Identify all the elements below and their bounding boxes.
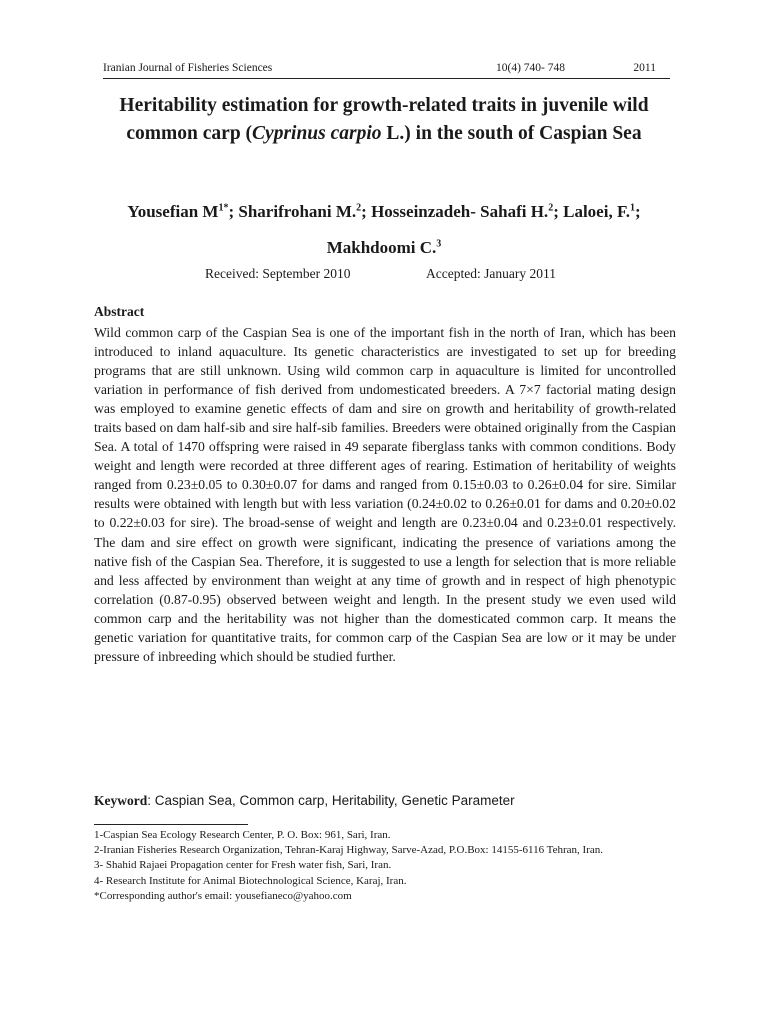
author-separator: ; xyxy=(361,202,372,221)
journal-name: Iranian Journal of Fisheries Sciences xyxy=(103,62,273,74)
author-affiliation: 2 xyxy=(548,202,554,214)
keywords-label: Keyword xyxy=(94,793,148,808)
running-header xyxy=(103,62,670,79)
author-affiliation: 2 xyxy=(356,202,362,214)
author-affiliation: 1 xyxy=(630,202,636,214)
author-name: Laloei, F. xyxy=(563,202,631,221)
title-part-2: L.) in the south of Caspian Sea xyxy=(381,123,642,144)
author-separator: ; xyxy=(635,202,641,221)
author-name: Makhdoomi C. xyxy=(326,238,437,257)
keywords-text: : Caspian Sea, Common carp, Heritability, Genetic Parameter xyxy=(147,793,515,808)
publication-year: 2011 xyxy=(633,62,656,74)
title-part-1: Heritability estimation for growth-related traits in juvenile wild common carp ( xyxy=(119,95,649,144)
footnote: 4- Research Institute for Animal Biotechnological Science, Karaj, Iran. xyxy=(94,874,407,887)
author-name: Yousefian M xyxy=(127,202,219,221)
paper-title xyxy=(95,92,673,148)
author-affiliation: 3 xyxy=(436,238,442,250)
received-date: Received: September 2010 xyxy=(205,266,351,281)
author-separator: ; xyxy=(228,202,239,221)
volume-pages: 10(4) 740- 748 xyxy=(496,62,565,74)
author xyxy=(563,202,641,221)
author-name: Hosseinzadeh- Sahafi H. xyxy=(371,202,549,221)
author-list xyxy=(95,194,673,266)
footnotes xyxy=(94,828,675,904)
author-affiliation: 1* xyxy=(218,202,229,214)
author xyxy=(127,202,238,221)
author-name: Sharifrohani M. xyxy=(238,202,357,221)
author xyxy=(371,202,563,221)
footnote: 2-Iranian Fisheries Research Organization, Tehran-Karaj Highway, Sarve-Azad, P.O.Box: 14155-6116 Tehran, Iran. xyxy=(94,844,603,857)
author xyxy=(238,202,371,221)
abstract-heading: Abstract xyxy=(94,304,145,319)
footnote-divider xyxy=(94,824,248,825)
species-name: Cyprinus carpio xyxy=(252,123,382,144)
author xyxy=(327,238,442,257)
abstract-body: Wild common carp of the Caspian Sea is one of the important fish in the north of Iran, which has been introduced to inland aquaculture. Its genetic characteristics are investigated to set up for breeding programs that are still unknown. Using wild common carp in aquaculture is limited for uncontrolled variation in performance of fish derived from undomesticated breeders. A 7×7 factorial mating design was employed to examine genetic effects of dam and sire on growth and heritability of growth-related traits based on dam half-sib and sire half-sib families. Breeders were obtained originally from the Caspian Sea. A total of 1470 offspring were raised in 49 separate fiberglass tanks with common conditions. Body weight and length were recorded at three different ages of rearing. Estimation of heritability of weights ranged from 0.23±0.05 to 0.30±0.07 for dams and ranged from 0.15±0.03 to 0.26±0.04 for sire. Similar results were obtained with length but with less variation (0.24±0.02 to 0.26±0.01 for dams and 0.20±0.02 to 0.22±0.03 for sire). The broad-sense of weight and length are 0.23±0.04 and 0.23±0.01 respectively. The dam and sire effect on growth were significant, indicating the presence of variations among the native fish of the Caspian Sea. Therefore, it is suggested to use a length for selection that is more reliable and less affected by environment than weight at any time of growth and in respect of high phenotypic correlation (0.87-0.95) observed between weight and length. In the present study we even used wild common carp and the heritability was not higher than the domesticated common carp. It means the genetic variation for quantitative traits, for common carp of the Caspian Sea are low or it may be under pressure of inbreeding which should be studied further. xyxy=(94,325,676,664)
corresponding-email: *Corresponding author's email: yousefianeco@yahoo.com xyxy=(94,889,352,902)
author-separator: ; xyxy=(553,202,564,221)
accepted-date: Accepted: January 2011 xyxy=(426,266,556,281)
keywords-line xyxy=(94,793,515,809)
footnote: 1-Caspian Sea Ecology Research Center, P. O. Box: 961, Sari, Iran. xyxy=(94,829,391,841)
footnote: 3- Shahid Rajaei Propagation center for Fresh water fish, Sari, Iran. xyxy=(94,859,392,872)
